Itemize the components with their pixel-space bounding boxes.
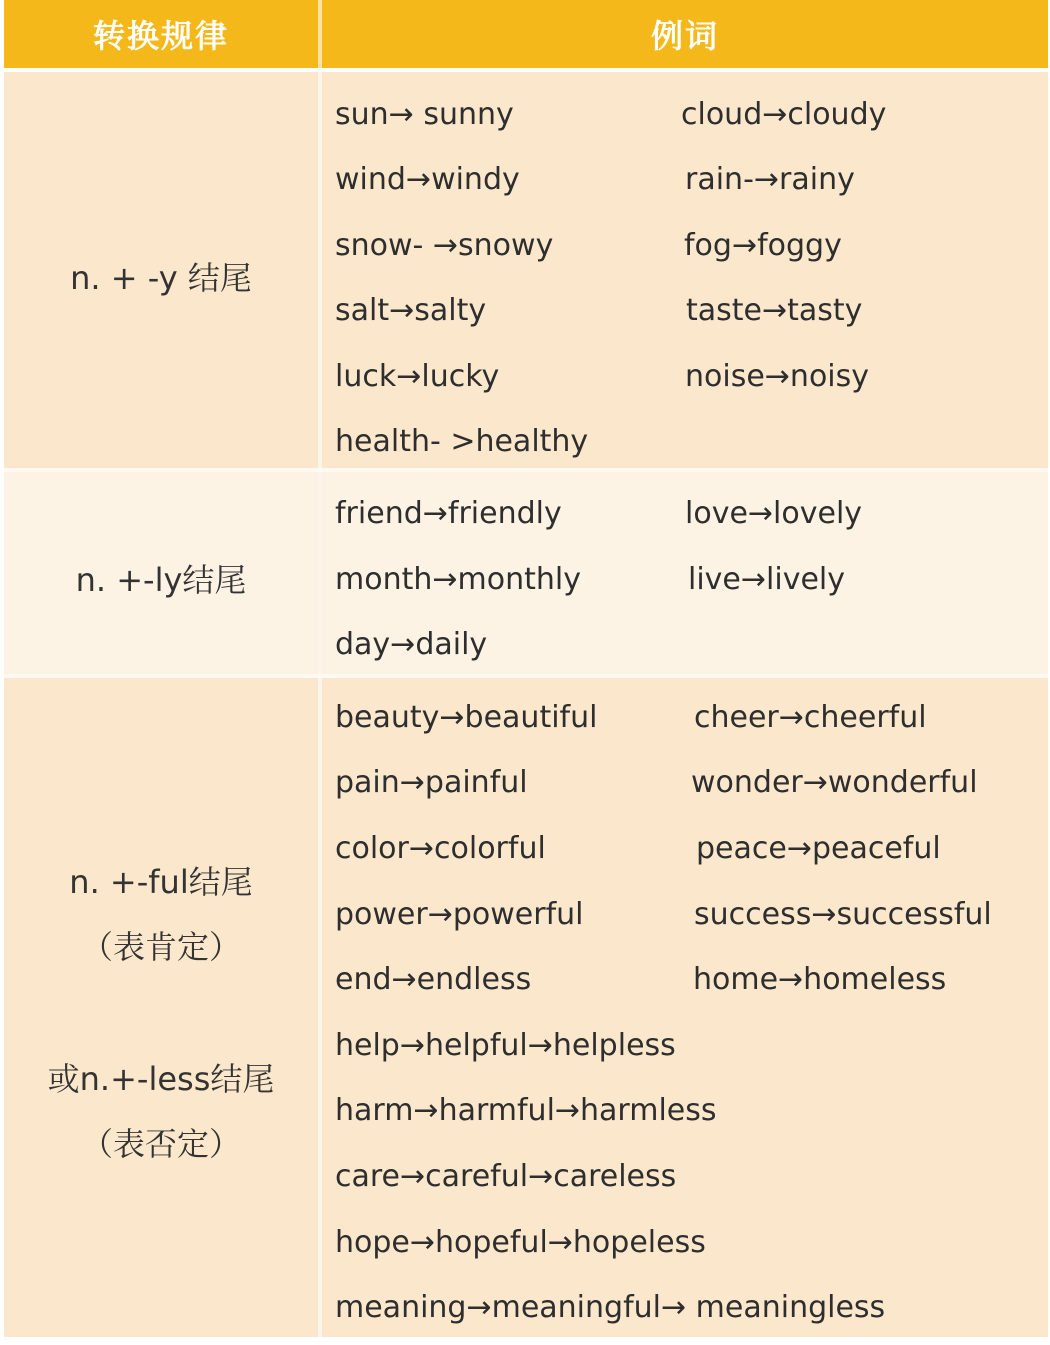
example-word: sun→ sunny bbox=[335, 97, 514, 132]
section-y bbox=[4, 72, 1048, 468]
example-word: love→lovely bbox=[685, 496, 863, 531]
example-word: snow- →snowy bbox=[335, 228, 554, 263]
example-word: luck→lucky bbox=[335, 359, 500, 394]
example-word: wind→windy bbox=[335, 162, 520, 197]
example-word: fog→foggy bbox=[684, 228, 842, 263]
example-word: friend→friendly bbox=[335, 496, 562, 531]
example-word: peace→peaceful bbox=[696, 831, 941, 866]
example-word: rain-→rainy bbox=[685, 162, 855, 197]
example-word: meaning→meaningful→ meaningless bbox=[335, 1290, 886, 1325]
table-header bbox=[4, 0, 1048, 68]
header-examples: 例词 bbox=[650, 17, 719, 55]
rule-label: 或n.+-less结尾 bbox=[47, 1060, 275, 1098]
example-word: noise→noisy bbox=[685, 359, 870, 394]
example-word: cloud→cloudy bbox=[681, 97, 887, 132]
rule-label: n. +-ly结尾 bbox=[75, 561, 247, 599]
header-rule: 转换规律 bbox=[92, 17, 229, 55]
section-ly bbox=[4, 472, 1048, 674]
example-word: taste→tasty bbox=[686, 293, 863, 328]
example-word: color→colorful bbox=[335, 831, 546, 866]
example-word: power→powerful bbox=[335, 897, 584, 932]
column-divider bbox=[318, 72, 322, 468]
column-divider bbox=[318, 678, 322, 1337]
example-word: month→monthly bbox=[335, 562, 581, 597]
example-word: harm→harmful→harmless bbox=[335, 1093, 717, 1128]
example-word: day→daily bbox=[335, 627, 488, 662]
rule-label: n. +-ful结尾 bbox=[69, 863, 253, 901]
rule-label: （表否定） bbox=[80, 1125, 241, 1163]
example-word: hope→hopeful→hopeless bbox=[335, 1225, 706, 1260]
example-word: home→homeless bbox=[693, 962, 947, 997]
word-formation-table bbox=[4, 0, 1048, 1337]
section-ful-less bbox=[4, 678, 1048, 1337]
rule-label: n. + -y 结尾 bbox=[70, 259, 252, 297]
example-word: care→careful→careless bbox=[335, 1159, 677, 1194]
example-word: live→lively bbox=[688, 562, 845, 597]
example-word: cheer→cheerful bbox=[694, 700, 927, 735]
example-word: help→helpful→helpless bbox=[335, 1028, 676, 1063]
column-divider bbox=[318, 472, 322, 674]
example-word: health- >healthy bbox=[335, 424, 589, 459]
example-word: beauty→beautiful bbox=[335, 700, 598, 735]
example-word: pain→painful bbox=[335, 765, 528, 800]
example-word: wonder→wonderful bbox=[691, 765, 978, 800]
rule-label: （表肯定） bbox=[80, 928, 241, 966]
example-word: end→endless bbox=[335, 962, 532, 997]
example-word: success→successful bbox=[694, 897, 992, 932]
example-word: salt→salty bbox=[335, 293, 487, 328]
